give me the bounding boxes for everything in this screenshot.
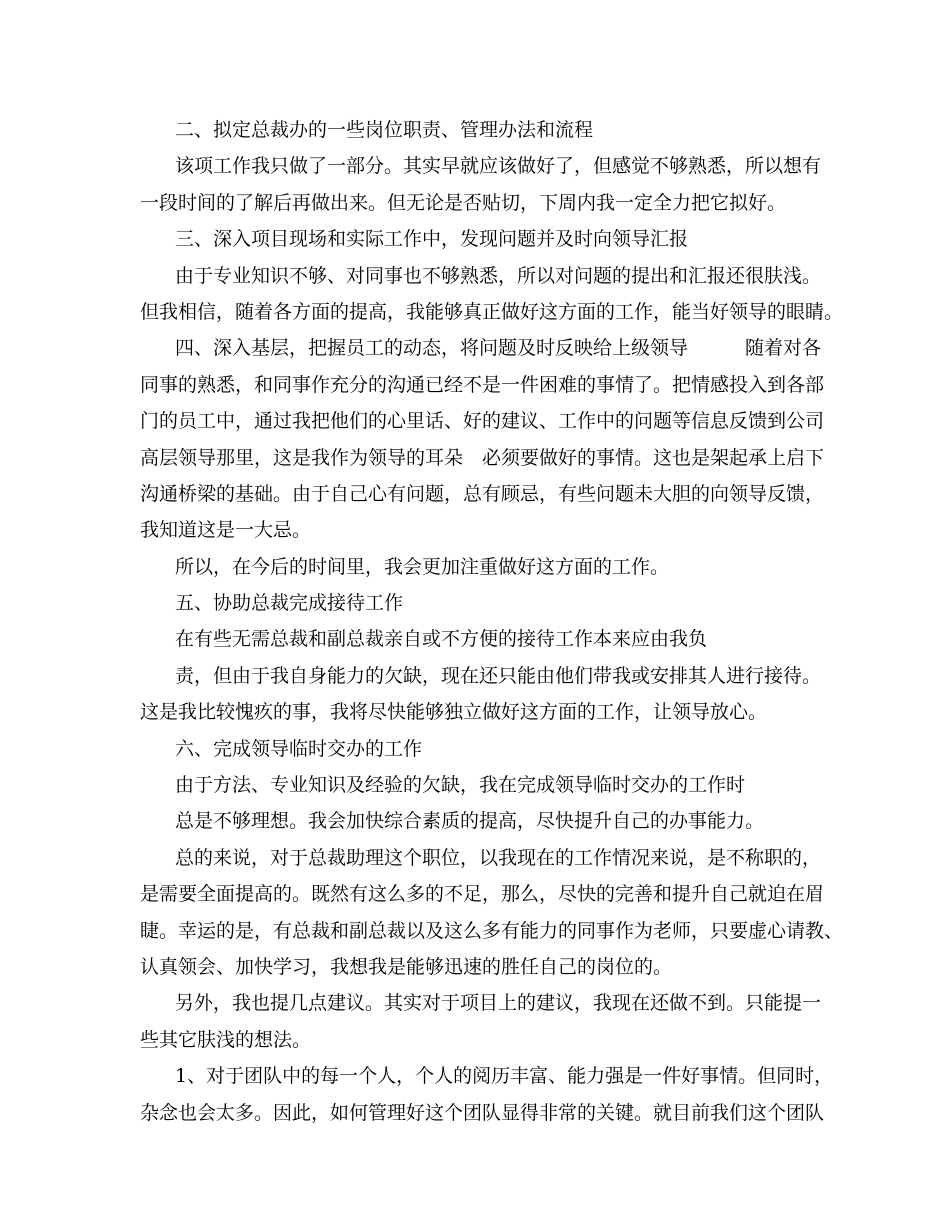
text-line: 由于专业知识不够、对同事也不够熟悉，所以对问题的提出和汇报还很肤浅。	[175, 264, 822, 287]
text-line: 同事的熟悉，和同事作充分的沟通已经不是一件困难的事情了。把情感投入到各部	[140, 373, 825, 396]
text-line: 门的员工中，通过我把他们的心里话、好的建议、工作中的问题等信息反馈到公司	[140, 410, 825, 433]
text-line: 我知道这是一大忌。	[140, 519, 312, 542]
text-line: 五、协助总裁完成接待工作	[175, 592, 404, 615]
text-line: 该项工作我只做了一部分。其实早就应该做好了，但感觉不够熟悉，所以想有	[175, 155, 822, 178]
text-line: 责，但由于我自身能力的欠缺，现在还只能由他们带我或安排其人进行接待。	[175, 664, 822, 687]
text-line: 四、深入基层，把握员工的动态，将问题及时反映给上级领导 随着对各	[175, 337, 822, 360]
text-line: 一段时间的了解后再做出来。但无论是否贴切，下周内我一定全力把它拟好。	[140, 191, 787, 214]
document-body	[140, 112, 844, 1131]
text-line: 1、对于团队中的每一个人，个人的阅历丰富、能力强是一件好事情。但同时，	[175, 1065, 834, 1088]
text-line: 总是不够理想。我会加快综合素质的提高，尽快提升自己的办事能力。	[175, 810, 765, 833]
text-line: 些其它肤浅的想法。	[140, 1028, 312, 1051]
text-line: 另外，我也提几点建议。其实对于项目上的建议，我现在还做不到。只能提一	[175, 992, 822, 1015]
text-line: 六、完成领导临时交办的工作	[175, 737, 423, 760]
text-line: 总的来说，对于总裁助理这个职位，以我现在的工作情况来说，是不称职的，	[175, 846, 822, 869]
text-line: 睫。幸运的是，有总裁和副总裁以及这么多有能力的同事作为老师，只要虚心请教、	[140, 919, 844, 942]
text-line: 二、拟定总裁办的一些岗位职责、管理办法和流程	[175, 119, 594, 141]
text-line: 但我相信，随着各方面的提高，我能够真正做好这方面的工作，能当好领导的眼睛。	[140, 300, 844, 323]
text-line: 所以，在今后的时间里，我会更加注重做好这方面的工作。	[175, 555, 670, 578]
text-line: 高层领导那里，这是我作为领导的耳朵 必须要做好的事情。这也是架起承上启下	[140, 446, 825, 469]
text-line: 是需要全面提高的。既然有这么多的不足，那么，尽快的完善和提升自己就迫在眉	[140, 883, 825, 906]
text-line: 沟通桥梁的基础。由于自己心有问题，总有顾忌，有些问题未大胆的向领导反馈，	[140, 482, 825, 505]
text-line: 认真领会、加快学习，我想我是能够迅速的胜任自己的岗位的。	[140, 955, 673, 978]
text-line: 杂念也会太多。因此，如何管理好这个团队显得非常的关键。就目前我们这个团队	[140, 1101, 825, 1124]
text-line: 这是我比较愧疚的事，我将尽快能够独立做好这方面的工作，让领导放心。	[140, 701, 768, 724]
text-line: 在有些无需总裁和副总裁亲自或不方便的接待工作本来应由我负	[175, 628, 708, 651]
text-line: 由于方法、专业知识及经验的欠缺，我在完成领导临时交办的工作时	[175, 774, 746, 797]
text-line: 三、深入项目现场和实际工作中，发现问题并及时向领导汇报	[175, 228, 689, 251]
